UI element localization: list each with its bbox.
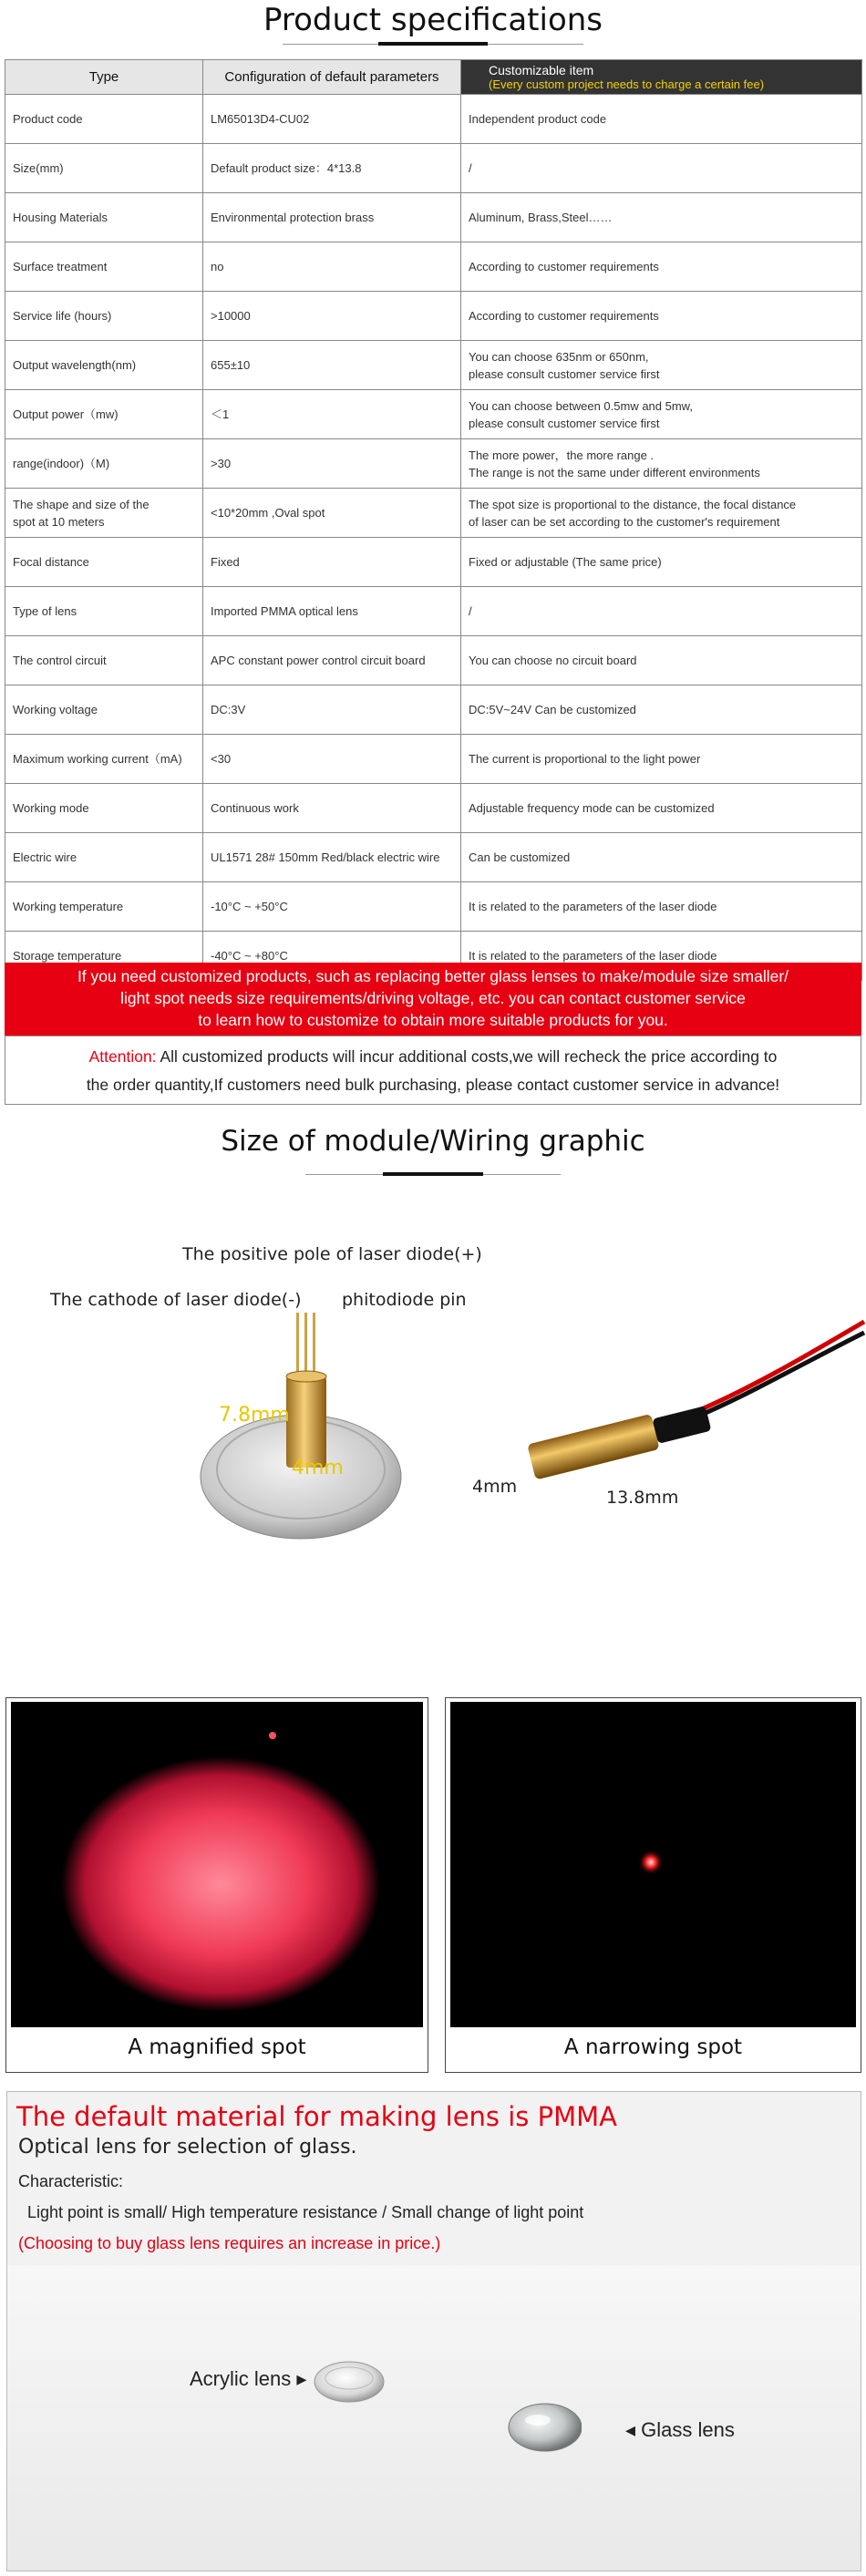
spec-cell-custom: Independent product code — [461, 95, 862, 144]
narrowing-spot-caption: A narrowing spot — [563, 2035, 743, 2059]
spec-row — [5, 95, 862, 144]
attention-text: All customized products will incur additional costs,we will recheck the price according to — [156, 1047, 778, 1066]
spec-cell-default: DC:3V — [203, 685, 461, 735]
lens-photo — [308, 2347, 582, 2457]
spec-row — [5, 193, 862, 242]
arrow-left-icon: ◂ — [625, 2418, 636, 2441]
spec-row — [5, 685, 862, 735]
label-width: 4mm — [292, 1457, 344, 1479]
narrowing-spot-panel — [445, 1697, 861, 2073]
spec-cell-type: Surface treatment — [5, 242, 203, 292]
glass-lens-text: Glass lens — [641, 2418, 735, 2441]
spec-cell-type: Output wavelength(nm) — [5, 341, 203, 390]
spec-row — [5, 833, 862, 882]
header-custom-label: Customizable item — [489, 62, 594, 77]
spec-row — [5, 489, 862, 538]
spec-cell-default: -40°C ~ +80°C — [203, 932, 461, 981]
acrylic-lens-label — [190, 2367, 306, 2391]
spec-row — [5, 341, 862, 390]
spec-cell-custom: The more power，the more range . The range is not the same under different environments — [461, 439, 862, 489]
header-type: Type — [5, 60, 203, 95]
spec-cell-type: Product code — [5, 95, 203, 144]
spec-cell-type: Working voltage — [5, 685, 203, 735]
attention-line-1 — [5, 1043, 861, 1071]
spec-row — [5, 735, 862, 784]
spec-row — [5, 587, 862, 636]
spec-cell-default: UL1571 28# 150mm Red/black electric wire — [203, 833, 461, 882]
spec-row — [5, 784, 862, 833]
spec-cell-custom: / — [461, 587, 862, 636]
spec-cell-default: no — [203, 242, 461, 292]
label-module-length: 13.8mm — [606, 1488, 679, 1508]
lens-characteristic-heading: Characteristic: — [18, 2172, 124, 2190]
spec-cell-custom: Aluminum, Brass,Steel…… — [461, 193, 862, 242]
spec-row — [5, 242, 862, 292]
label-positive-pole: The positive pole of laser diode(+) — [182, 1244, 482, 1264]
spec-row — [5, 292, 862, 341]
spec-row — [5, 636, 862, 685]
spec-cell-custom: Can be customized — [461, 833, 862, 882]
spec-cell-custom: / — [461, 144, 862, 193]
spec-row — [5, 882, 862, 932]
banner-line: If you need customized products, such as replacing better glass lenses to make/module size smaller/ — [77, 967, 789, 985]
spec-cell-type: Working mode — [5, 784, 203, 833]
spec-row — [5, 390, 862, 439]
spec-cell-default: Default product size：4*13.8 — [203, 144, 461, 193]
attention-line-2: the order quantity,If customers need bulk purchasing, please contact customer service in advance! — [86, 1076, 780, 1094]
spec-cell-default: Continuous work — [203, 784, 461, 833]
spec-cell-custom: You can choose 635nm or 650nm, please consult customer service first — [461, 341, 862, 390]
banner-line: to learn how to customize to obtain more suitable products for you. — [198, 1011, 668, 1029]
spec-cell-custom: The current is proportional to the light power — [461, 735, 862, 784]
lens-price-note: (Choosing to buy glass lens requires an increase in price.) — [18, 2234, 441, 2252]
arrow-right-icon: ▸ — [296, 2367, 307, 2390]
spec-cell-type: Service life (hours) — [5, 292, 203, 341]
spec-cell-default: Fixed — [203, 538, 461, 587]
spec-cell-custom: According to customer requirements — [461, 292, 862, 341]
attention-notice — [5, 1036, 861, 1105]
label-module-diameter: 4mm — [472, 1477, 518, 1497]
spec-cell-custom: It is related to the parameters of the laser diode — [461, 932, 862, 981]
banner-line: light spot needs size requirements/driving voltage, etc. you can contact customer service — [120, 989, 746, 1007]
spec-cell-custom: You can choose no circuit board — [461, 636, 862, 685]
spec-cell-default: Environmental protection brass — [203, 193, 461, 242]
spec-cell-default: LM65013D4-CU02 — [203, 95, 461, 144]
lens-title: The default material for making lens is PMMA — [16, 2101, 617, 2132]
label-height: 7.8mm — [219, 1404, 290, 1427]
spec-cell-default: <30 — [203, 735, 461, 784]
spec-cell-custom: You can choose between 0.5mw and 5mw, please consult customer service first — [461, 390, 862, 439]
spec-row — [5, 439, 862, 489]
spec-cell-type: Size(mm) — [5, 144, 203, 193]
laser-module-side-image — [510, 1303, 866, 1513]
magnified-spot-image — [11, 1702, 423, 2027]
spec-cell-default: >30 — [203, 439, 461, 489]
title-underline-bar — [378, 42, 488, 46]
spec-cell-default: <10*20mm ,Oval spot — [203, 489, 461, 538]
acrylic-lens-text: Acrylic lens — [190, 2367, 292, 2390]
spec-cell-custom: It is related to the parameters of the laser diode — [461, 882, 862, 932]
magnified-spot-caption: A magnified spot — [128, 2035, 306, 2059]
attention-label: Attention: — [88, 1047, 157, 1066]
spec-cell-type: The shape and size of the spot at 10 meters — [5, 489, 203, 538]
spec-cell-default: 655±10 — [203, 341, 461, 390]
spec-cell-default: APC constant power control circuit board — [203, 636, 461, 685]
lens-subtitle: Optical lens for selection of glass. — [18, 2136, 357, 2159]
spec-cell-type: The control circuit — [5, 636, 203, 685]
lens-features: Light point is small/ High temperature resistance / Small change of light point — [27, 2203, 584, 2221]
narrowing-spot-image — [450, 1702, 856, 2027]
spec-cell-type: Maximum working current（mA) — [5, 735, 203, 784]
header-custom-note: (Every custom project needs to charge a certain fee) — [489, 77, 765, 91]
section-underline-bar — [383, 1172, 483, 1176]
module-section-title: Size of module/Wiring graphic — [221, 1125, 645, 1158]
spec-cell-default: >10000 — [203, 292, 461, 341]
spec-cell-custom: The spot size is proportional to the distance, the focal distance of laser can be set according to the customer's requirement — [461, 489, 862, 538]
spec-cell-type: Housing Materials — [5, 193, 203, 242]
spec-cell-default: Imported PMMA optical lens — [203, 587, 461, 636]
spec-cell-type: Focal distance — [5, 538, 203, 587]
spec-table — [5, 59, 862, 981]
page-title: Product specifications — [263, 2, 603, 38]
spec-header-row — [5, 60, 862, 95]
spec-cell-custom: Fixed or adjustable (The same price) — [461, 538, 862, 587]
spec-cell-default: ＜1 — [203, 390, 461, 439]
spec-cell-custom: DC:5V~24V Can be customized — [461, 685, 862, 735]
customization-banner — [5, 963, 861, 1036]
spec-row — [5, 538, 862, 587]
spec-cell-custom: Adjustable frequency mode can be customized — [461, 784, 862, 833]
spec-cell-type: Working temperature — [5, 882, 203, 932]
spec-cell-type: Electric wire — [5, 833, 203, 882]
spec-row — [5, 144, 862, 193]
label-cathode: The cathode of laser diode(-) — [50, 1290, 302, 1310]
laser-diode-on-coin-image — [191, 1240, 428, 1550]
magnified-spot-panel — [5, 1697, 428, 2073]
spec-cell-type: Storage temperature — [5, 932, 203, 981]
header-default: Configuration of default parameters — [203, 60, 461, 95]
lens-material-panel — [6, 2091, 861, 2571]
spec-cell-type: Type of lens — [5, 587, 203, 636]
label-photodiode-pin: phitodiode pin — [342, 1290, 467, 1310]
spec-cell-default: -10°C ~ +50°C — [203, 882, 461, 932]
spec-cell-type: Output power（mw) — [5, 390, 203, 439]
glass-lens-label — [625, 2418, 735, 2442]
header-custom — [461, 60, 862, 95]
spec-cell-type: range(indoor)（M) — [5, 439, 203, 489]
spec-cell-custom: According to customer requirements — [461, 242, 862, 292]
